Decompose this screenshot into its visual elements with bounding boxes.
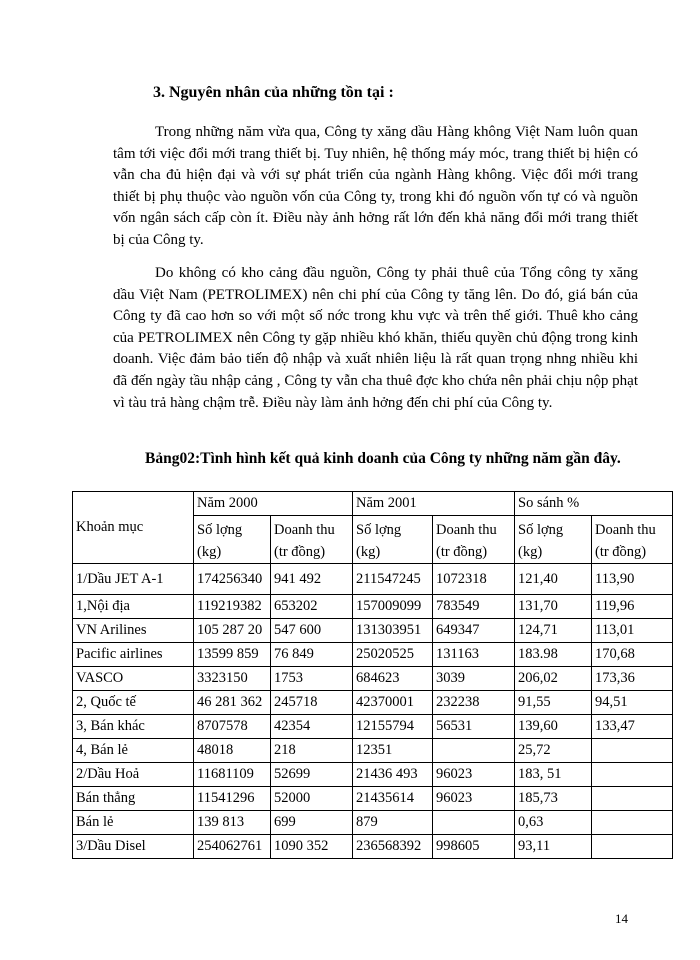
- table-cell: 236568392: [353, 835, 433, 859]
- table-cell: [592, 835, 673, 859]
- table-cell: 157009099: [353, 595, 433, 619]
- table-row: [73, 715, 673, 739]
- header-qty-text: Số lợng (kg): [356, 522, 402, 560]
- table-cell: [592, 739, 673, 763]
- header-rev-text: Doanh thu (tr đồng): [595, 522, 656, 560]
- header-rev-text: Doanh thu (tr đồng): [436, 522, 497, 560]
- table-cell: [592, 763, 673, 787]
- table-cell: 185,73: [515, 787, 592, 811]
- table-cell: 93,11: [515, 835, 592, 859]
- table-cell: 133,47: [592, 715, 673, 739]
- table-cell: 879: [353, 811, 433, 835]
- paragraph-1: [113, 122, 638, 252]
- table-cell: 547 600: [271, 619, 353, 643]
- table-cell: [592, 787, 673, 811]
- table-cell: 8707578: [194, 715, 271, 739]
- table-cell: 76 849: [271, 643, 353, 667]
- table-cell: 48018: [194, 739, 271, 763]
- table-cell: [592, 811, 673, 835]
- table-cell: 174256340: [194, 564, 271, 595]
- table-caption: Bảng02:Tình hình kết quả kinh doanh của Công ty những năm gần đây.: [145, 450, 621, 467]
- row-label: VN Arilines: [73, 619, 194, 643]
- header-qty: [353, 516, 433, 564]
- table-cell: 46 281 362: [194, 691, 271, 715]
- table-cell: 649347: [433, 619, 515, 643]
- table-cell: 12155794: [353, 715, 433, 739]
- table-cell: 170,68: [592, 643, 673, 667]
- table-cell: 12351: [353, 739, 433, 763]
- table-cell: 25020525: [353, 643, 433, 667]
- table-row: [73, 763, 673, 787]
- row-label: 1,Nội địa: [73, 595, 194, 619]
- table-cell: 1090 352: [271, 835, 353, 859]
- table-cell: 684623: [353, 667, 433, 691]
- table-cell: 11681109: [194, 763, 271, 787]
- table-cell: 232238: [433, 691, 515, 715]
- header-rev: [271, 516, 353, 564]
- header-group-compare: So sánh %: [515, 492, 673, 516]
- row-label: 3, Bán khác: [73, 715, 194, 739]
- table-cell: 245718: [271, 691, 353, 715]
- table-cell: [433, 739, 515, 763]
- paragraph-1-text: Trong những năm vừa qua, Công ty xăng dầu Hàng không Việt Nam luôn quan tâm tới việc đổi mới trang thiết bị. Tuy nhiên, hệ thống máy móc, trang thiết bị hiện có vẫn cha đủ hiện đại và với sự phát triển của ngành Hàng không. Việc đổi mới trang thiết bị phụ thuộc vào nguồn vốn của Công ty, trong khi đó nguồn vốn tự có và nguồn vốn ngân sách cấp còn ít. Điều này ảnh hởng rất lớn đến khả năng đổi mới trang thiết bị của Công ty.: [113, 124, 638, 248]
- table-cell: [433, 811, 515, 835]
- table-cell: 119219382: [194, 595, 271, 619]
- table-cell: 56531: [433, 715, 515, 739]
- table-cell: 42370001: [353, 691, 433, 715]
- table-cell: 131303951: [353, 619, 433, 643]
- table-row: [73, 811, 673, 835]
- header-group-2000: Năm 2000: [194, 492, 353, 516]
- table-cell: 13599 859: [194, 643, 271, 667]
- table-cell: 91,55: [515, 691, 592, 715]
- table-cell: 183.98: [515, 643, 592, 667]
- table-cell: 21435614: [353, 787, 433, 811]
- table-row: [73, 739, 673, 763]
- table-row: [73, 835, 673, 859]
- paragraph-2: [113, 263, 638, 414]
- table-cell: 52699: [271, 763, 353, 787]
- header-rev: [433, 516, 515, 564]
- table-cell: 119,96: [592, 595, 673, 619]
- header-qty: [515, 516, 592, 564]
- row-label: Bán thẳng: [73, 787, 194, 811]
- table-cell: 139,60: [515, 715, 592, 739]
- table-row: [73, 564, 673, 595]
- table-cell: 113,01: [592, 619, 673, 643]
- table-cell: 783549: [433, 595, 515, 619]
- table-cell: 218: [271, 739, 353, 763]
- table-cell: 173,36: [592, 667, 673, 691]
- row-label: 2, Quốc tế: [73, 691, 194, 715]
- table-cell: 3039: [433, 667, 515, 691]
- row-label: Pacific airlines: [73, 643, 194, 667]
- table-cell: 211547245: [353, 564, 433, 595]
- header-item: Khoản mục: [73, 492, 194, 564]
- table-cell: 121,40: [515, 564, 592, 595]
- row-label: 1/Dầu JET A-1: [73, 564, 194, 595]
- business-results-table: [72, 491, 673, 859]
- table-cell: 0,63: [515, 811, 592, 835]
- table-row: [73, 787, 673, 811]
- row-label: 4, Bán lẻ: [73, 739, 194, 763]
- table-cell: 998605: [433, 835, 515, 859]
- table-cell: 941 492: [271, 564, 353, 595]
- table-cell: 131,70: [515, 595, 592, 619]
- header-group-2001: Năm 2001: [353, 492, 515, 516]
- table-cell: 131163: [433, 643, 515, 667]
- table-cell: 96023: [433, 787, 515, 811]
- header-qty-text: Số lợng (kg): [518, 522, 564, 560]
- table-cell: 113,90: [592, 564, 673, 595]
- section-title: 3. Nguyên nhân của những tồn tại :: [153, 84, 394, 101]
- table-row: [73, 667, 673, 691]
- table-cell: 653202: [271, 595, 353, 619]
- table-row: [73, 619, 673, 643]
- table-row: [73, 691, 673, 715]
- header-rev: [592, 516, 673, 564]
- table-cell: 1072318: [433, 564, 515, 595]
- table-cell: 183, 51: [515, 763, 592, 787]
- row-label: Bán lẻ: [73, 811, 194, 835]
- table-cell: 254062761: [194, 835, 271, 859]
- header-rev-text: Doanh thu (tr đồng): [274, 522, 335, 560]
- header-qty: [194, 516, 271, 564]
- row-label: 3/Dầu Disel: [73, 835, 194, 859]
- table-cell: 1753: [271, 667, 353, 691]
- table-cell: 94,51: [592, 691, 673, 715]
- table-cell: 96023: [433, 763, 515, 787]
- table-cell: 11541296: [194, 787, 271, 811]
- table-cell: 3323150: [194, 667, 271, 691]
- table-cell: 105 287 20: [194, 619, 271, 643]
- table-cell: 42354: [271, 715, 353, 739]
- table-cell: 25,72: [515, 739, 592, 763]
- header-qty-text: Số lợng (kg): [197, 522, 243, 560]
- table-row: [73, 643, 673, 667]
- row-label: VASCO: [73, 667, 194, 691]
- row-label: 2/Dầu Hoả: [73, 763, 194, 787]
- header-row-groups: [73, 492, 673, 516]
- table-cell: 52000: [271, 787, 353, 811]
- table-cell: 139 813: [194, 811, 271, 835]
- paragraph-2-text: Do không có kho cảng đầu nguồn, Công ty phải thuê của Tổng công ty xăng dầu Việt Nam (PETROLIMEX) nên chi phí của Công ty tăng lên. Do đó, giá bán của Công ty đã cao hơn so với một số nớc trong khu vực và trên thế giới. Thuê kho cảng của PETROLIMEX nên Công ty gặp nhiều khó khăn, thiếu quyền chủ động trong kinh doanh. Việc đảm bảo tiến độ nhập và xuất nhiên liệu là rất quan trọng nhng nhiều khi đã đến ngày tầu nhập cảng , Công ty vẫn cha thuê đợc kho chứa nên phải chịu nộp phạt vì tàu trả hàng chậm trễ. Điều này làm ảnh hởng đến chi phí của Công ty.: [113, 265, 638, 411]
- table-cell: 124,71: [515, 619, 592, 643]
- page-number: 14: [615, 911, 628, 926]
- table-cell: 699: [271, 811, 353, 835]
- table-row: [73, 595, 673, 619]
- table-cell: 21436 493: [353, 763, 433, 787]
- table-cell: 206,02: [515, 667, 592, 691]
